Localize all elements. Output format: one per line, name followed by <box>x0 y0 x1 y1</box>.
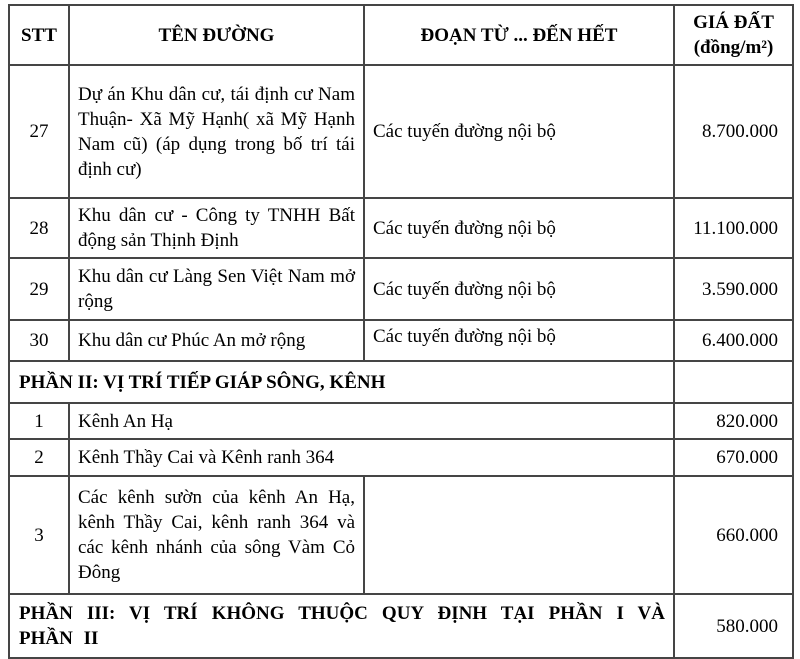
segment-cell: Các tuyến đường nội bộ <box>364 320 674 361</box>
land-price-table <box>8 4 794 659</box>
segment-cell: Các tuyến đường nội bộ <box>364 258 674 320</box>
section2-header-row <box>9 361 793 403</box>
table-header-row <box>9 5 793 65</box>
section3-header-row <box>9 594 793 658</box>
name-cell: Kênh An Hạ <box>69 403 674 439</box>
table-row <box>9 403 793 439</box>
table-row <box>9 258 793 320</box>
stt-cell: 30 <box>9 320 69 361</box>
stt-cell: 2 <box>9 439 69 476</box>
header-stt: STT <box>9 5 69 65</box>
header-gia-dat: GIÁ ĐẤT (đồng/m²) <box>674 5 793 65</box>
section3-price-cell: 580.000 <box>674 594 793 658</box>
stt-cell: 29 <box>9 258 69 320</box>
name-cell: Các kênh sườn của kênh An Hạ, kênh Thầy Cai, kênh ranh 364 và các kênh nhánh của sông Vàm Cỏ Đông <box>69 476 364 594</box>
segment-cell: Các tuyến đường nội bộ <box>364 198 674 258</box>
name-cell: Dự án Khu dân cư, tái định cư Nam Thuận- Xã Mỹ Hạnh( xã Mỹ Hạnh Nam cũ) (áp dụng trong bố trí tái định cư) <box>69 65 364 198</box>
price-cell: 3.590.000 <box>674 258 793 320</box>
segment-cell: Các tuyến đường nội bộ <box>364 65 674 198</box>
name-cell: Khu dân cư Phúc An mở rộng <box>69 320 364 361</box>
section3-title-cell: PHẦN III: VỊ TRÍ KHÔNG THUỘC QUY ĐỊNH TẠI PHẦN I VÀ PHẦN II <box>9 594 674 658</box>
table-row <box>9 320 793 361</box>
price-cell: 8.700.000 <box>674 65 793 198</box>
price-cell: 6.400.000 <box>674 320 793 361</box>
table-row <box>9 65 793 198</box>
stt-cell: 27 <box>9 65 69 198</box>
price-cell: 660.000 <box>674 476 793 594</box>
header-ten-duong: TÊN ĐƯỜNG <box>69 5 364 65</box>
stt-cell: 1 <box>9 403 69 439</box>
stt-cell: 3 <box>9 476 69 594</box>
name-cell: Khu dân cư - Công ty TNHH Bất động sản Thịnh Định <box>69 198 364 258</box>
price-cell: 670.000 <box>674 439 793 476</box>
section2-title-cell: PHẦN II: VỊ TRÍ TIẾP GIÁP SÔNG, KÊNH <box>9 361 674 403</box>
table-row <box>9 476 793 594</box>
header-doan-tu: ĐOẠN TỪ ... ĐẾN HẾT <box>364 5 674 65</box>
name-cell: Khu dân cư Làng Sen Việt Nam mở rộng <box>69 258 364 320</box>
name-cell: Kênh Thầy Cai và Kênh ranh 364 <box>69 439 674 476</box>
section2-price-cell <box>674 361 793 403</box>
price-cell: 11.100.000 <box>674 198 793 258</box>
segment-cell <box>364 476 674 594</box>
price-cell: 820.000 <box>674 403 793 439</box>
table-row <box>9 198 793 258</box>
table-row <box>9 439 793 476</box>
stt-cell: 28 <box>9 198 69 258</box>
